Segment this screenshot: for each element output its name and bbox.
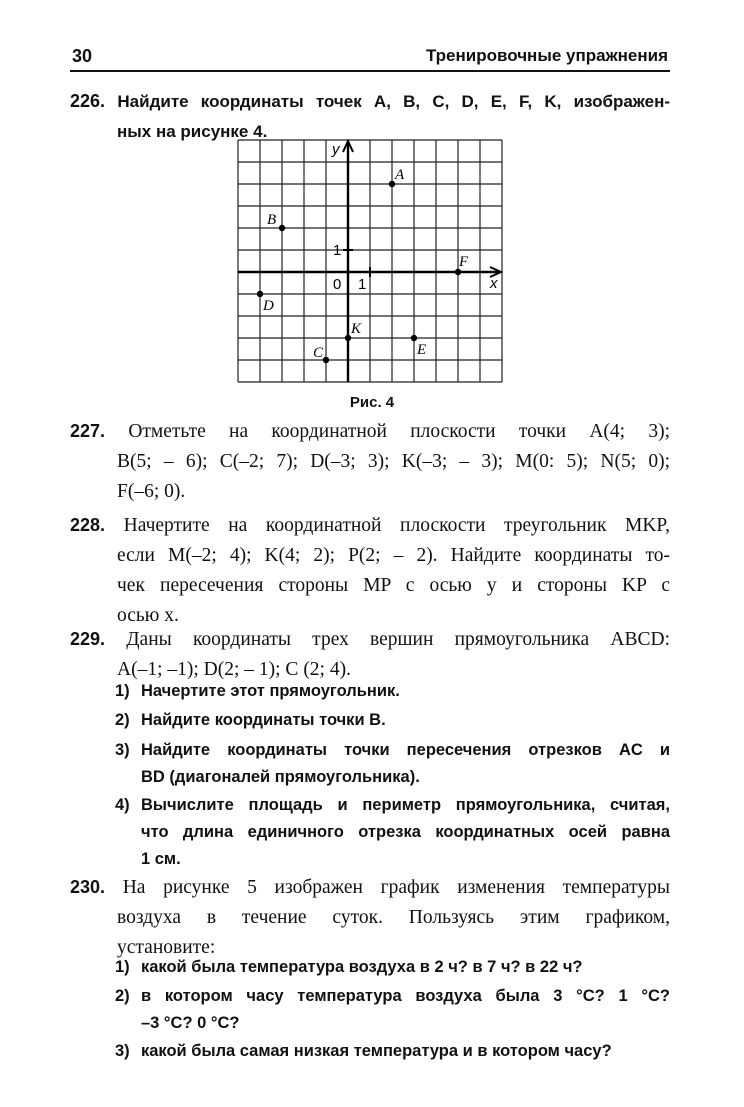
subitem-text: какой была самая низкая температура и в котором часу? <box>141 1042 612 1060</box>
subitem-label: 2) <box>115 987 130 1005</box>
subitem-230-1 <box>115 954 670 981</box>
x-axis-label: x <box>490 275 498 292</box>
point-label-k: K <box>351 321 362 337</box>
problem-text-line: если M(–2; 4); K(4; 2); P(2; – 2). Найдите координаты то- <box>117 545 670 566</box>
subitem-229-4 <box>115 792 670 873</box>
subitem-label: 2) <box>115 711 130 729</box>
point-label-e: E <box>417 342 427 358</box>
subitem-label: 3) <box>115 1042 130 1060</box>
subitem-text: 1 см. <box>141 850 181 868</box>
subitem-229-1 <box>115 678 670 705</box>
problem-text-line: На рисунке 5 изображен график изменения температуры <box>122 877 671 898</box>
problem-number: 230. <box>70 877 106 897</box>
problem-number: 227. <box>70 421 106 441</box>
subitem-text: Найдите координаты точки пересечения отрезков AC и <box>141 741 670 759</box>
problem-text-line: Начертите на координатной плоскости треугольник MKP, <box>123 515 670 536</box>
point-label-c: C <box>313 345 324 361</box>
subitem-text: –3 °C? 0 °C? <box>141 1014 240 1032</box>
subitem-label: 3) <box>115 741 130 759</box>
plotted-points <box>257 167 469 363</box>
problem-228 <box>70 510 670 631</box>
subitem-label: 1) <box>115 958 130 976</box>
y-unit-label: 1 <box>333 242 342 259</box>
subitem-label: 1) <box>115 682 130 700</box>
problem-text-line: Отметьте на координатной плоскости точки A(4; 3); <box>128 421 671 442</box>
point-c <box>323 357 329 363</box>
running-title: Тренировочные упражнения <box>425 46 668 65</box>
subitem-text: Вычислите площадь и периметр прямоугольника, считая, <box>141 796 670 814</box>
subitem-text: какой была температура воздуха в 2 ч? в 7 ч? в 22 ч? <box>141 958 583 976</box>
figure-caption: Рис. 4 <box>349 394 395 411</box>
subitem-text: в котором часу температура воздуха была 3 °C? 1 °C? <box>141 987 670 1005</box>
subitem-text: Начертите этот прямоугольник. <box>141 682 400 700</box>
subitem-229-3 <box>115 737 670 791</box>
problem-text-line: установите: <box>117 937 216 958</box>
problem-number: 228. <box>70 515 106 535</box>
point-e <box>411 335 417 341</box>
subitem-229-2 <box>115 707 670 734</box>
point-label-f: F <box>459 254 469 270</box>
problem-text-line: F(–6; 0). <box>117 481 186 502</box>
problem-number: 229. <box>70 629 106 649</box>
problem-text-line: осью x. <box>117 605 179 626</box>
subitem-text: что длина единичного отрезка координатных осей равна <box>141 823 670 841</box>
problem-227 <box>70 416 670 507</box>
point-d <box>257 291 263 297</box>
point-label-b: B <box>267 212 277 228</box>
origin-label: 0 <box>333 276 342 293</box>
subitem-230-2 <box>115 983 670 1037</box>
coordinate-grid-figure <box>236 138 506 388</box>
problem-text-line: Найдите координаты точек A, B, C, D, E, F, K, изображен- <box>117 92 671 111</box>
problem-text-line: Даны координаты трех вершин прямоугольника ABCD: <box>126 629 670 650</box>
point-label-d: D <box>263 298 274 314</box>
problem-text-line: A(–1; –1); D(2; – 1); C (2; 4). <box>117 659 351 680</box>
x-unit-label: 1 <box>358 276 367 293</box>
point-label-a: A <box>395 167 405 183</box>
point-b <box>279 225 285 231</box>
problem-text-line: воздуха в течение суток. Пользуясь этим графиком, <box>117 907 670 928</box>
subitem-text: Найдите координаты точки B. <box>141 711 386 729</box>
page-header <box>70 44 670 72</box>
problem-number: 226. <box>70 91 106 111</box>
problem-229 <box>70 624 670 685</box>
problem-text-line: чек пересечения стороны MP с осью y и стороны KP с <box>117 575 670 596</box>
subitem-label: 4) <box>115 796 130 814</box>
page-number: 30 <box>72 46 93 66</box>
problem-text-line: ных на рисунке 4. <box>117 122 268 141</box>
subitem-230-3 <box>115 1038 670 1065</box>
subitem-text: BD (диагоналей прямоугольника). <box>141 768 420 786</box>
problem-text-line: B(5; – 6); C(–2; 7); D(–3; 3); K(–3; – 3); M(0: 5); N(5; 0); <box>117 451 670 472</box>
y-axis-label: y <box>332 141 340 158</box>
problem-230 <box>70 872 670 963</box>
